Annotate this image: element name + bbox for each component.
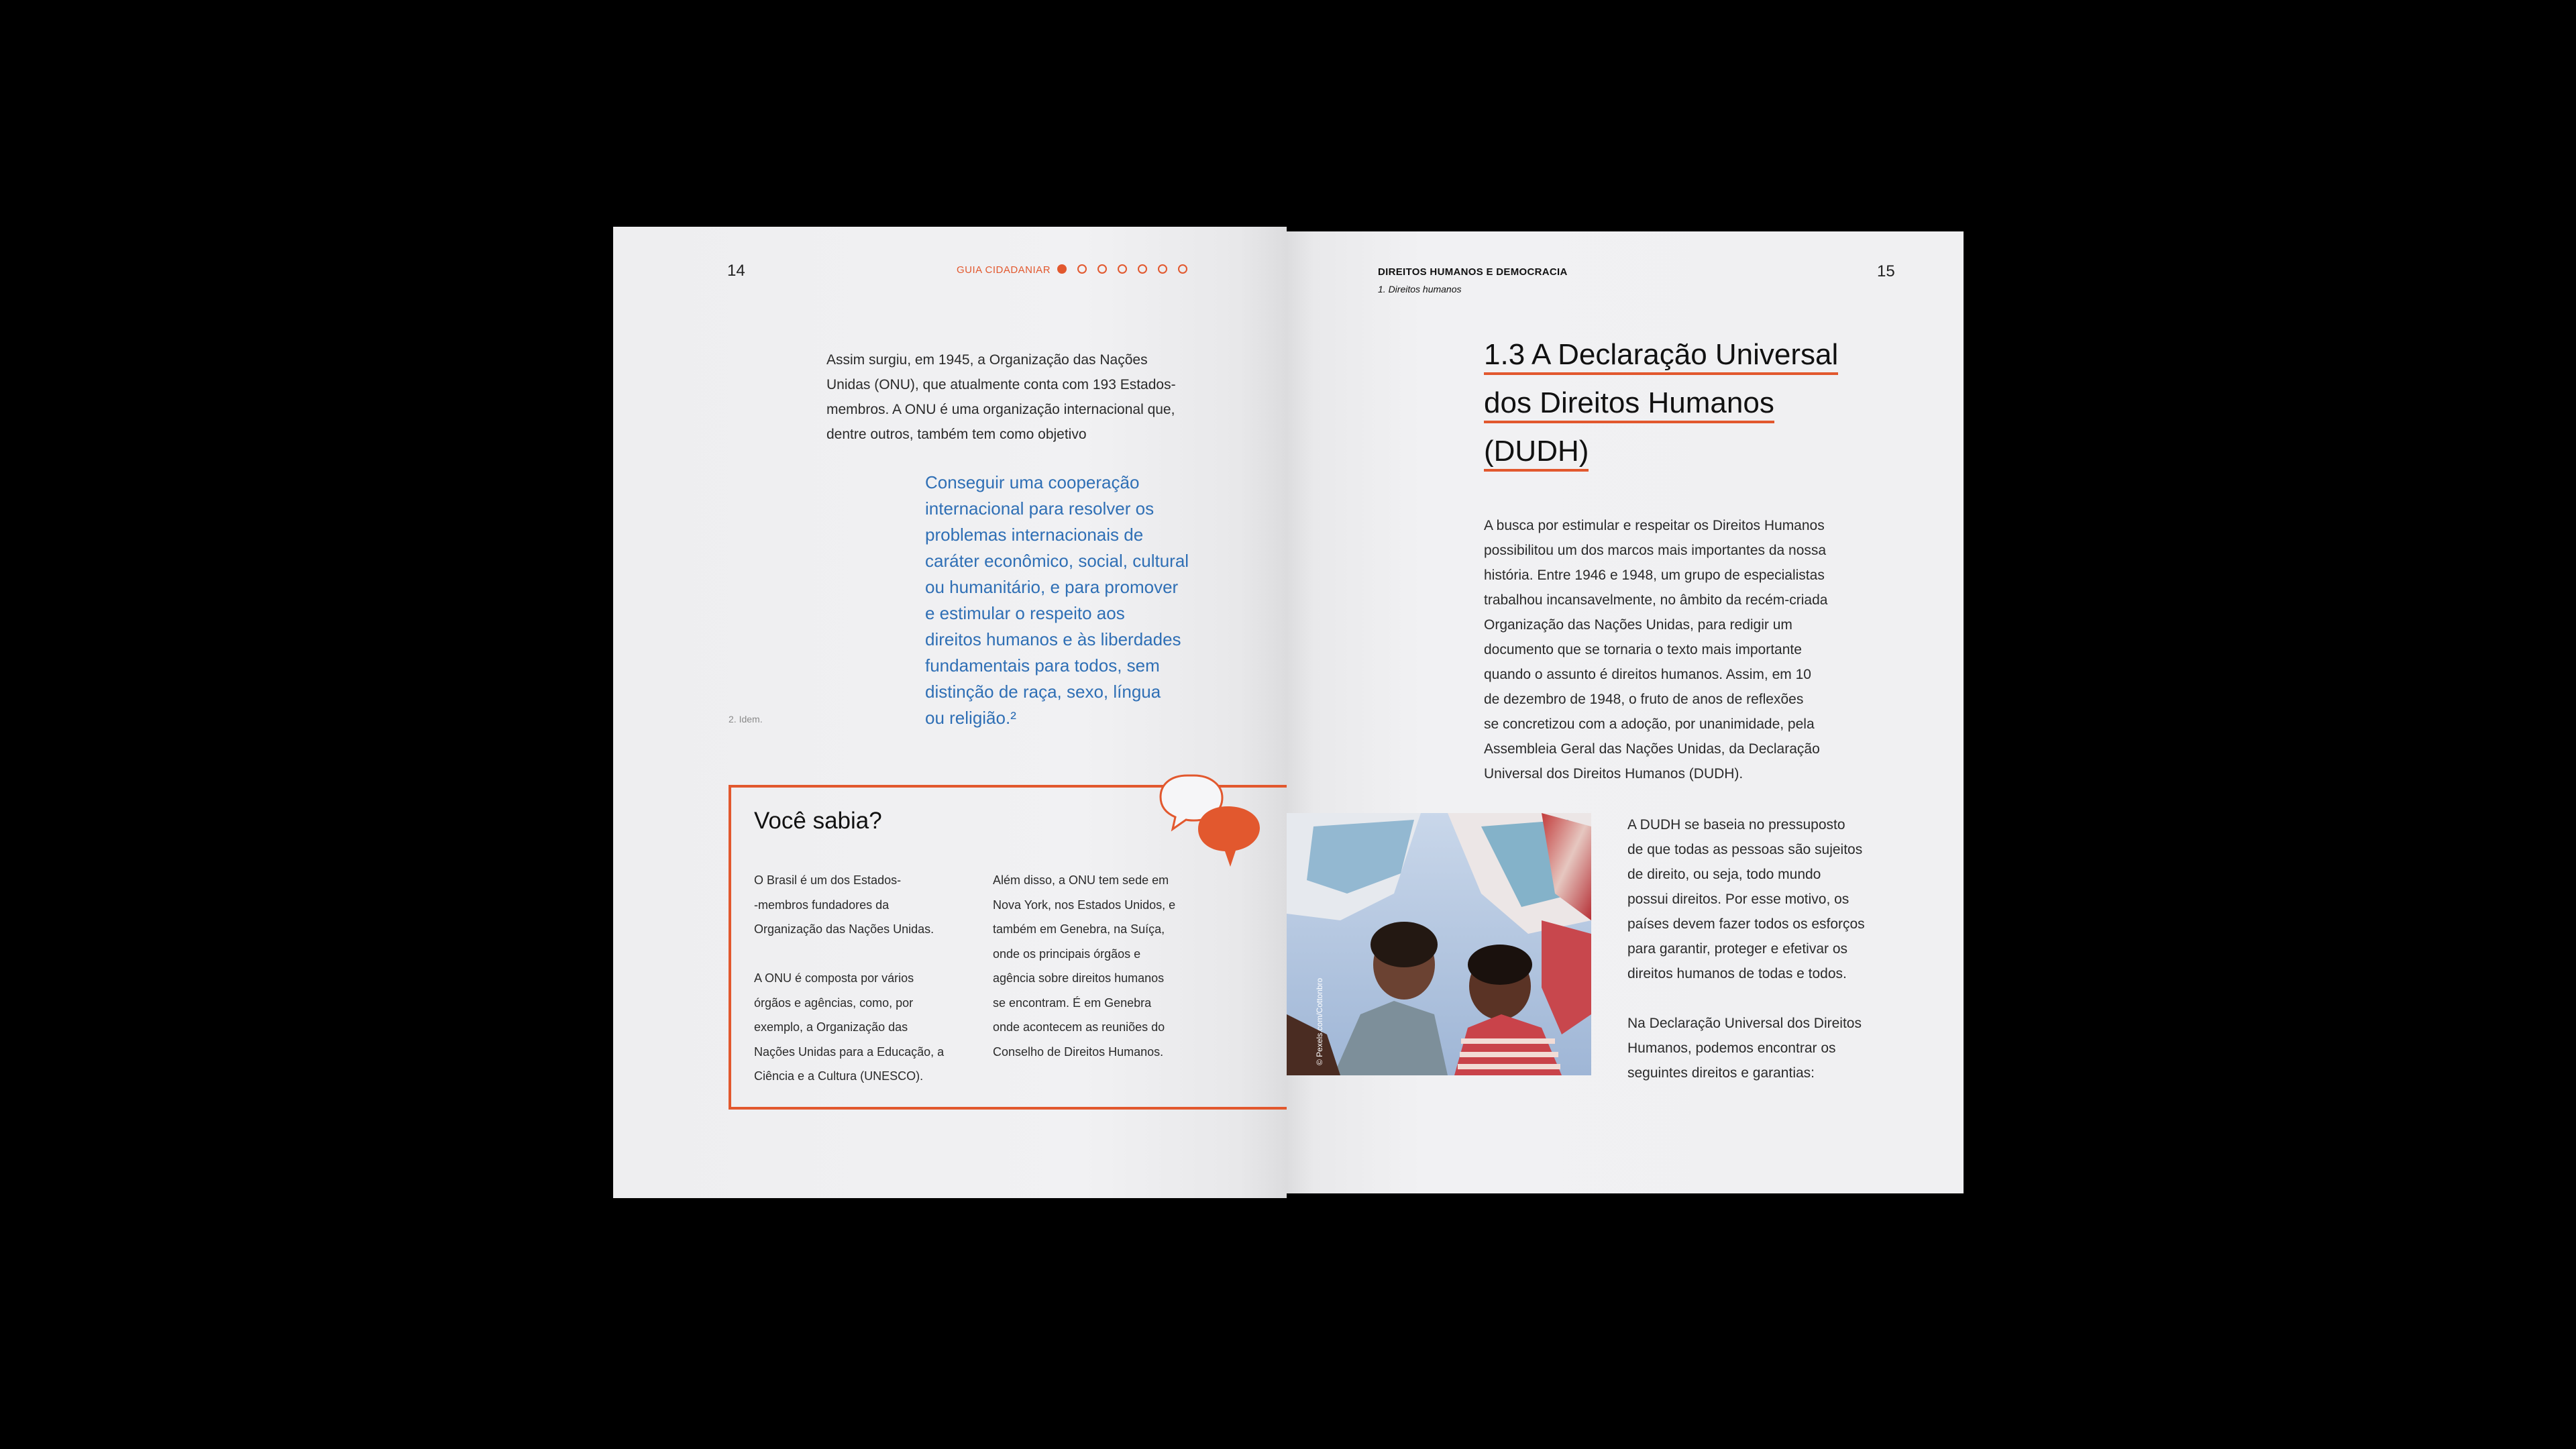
box-line: se encontram. É em Genebra [993, 996, 1152, 1010]
box-line: Nações Unidas para a Educação, a [754, 1044, 945, 1059]
progress-dot [1057, 264, 1067, 274]
quote-line: internacional para resolver os [925, 498, 1155, 519]
progress-dot [1097, 264, 1107, 274]
paragraph-line: Organização das Nações Unidas, para redigir um [1484, 617, 1792, 633]
dudh-basis-paragraph [1627, 812, 1949, 1085]
box-line: exemplo, a Organização das [754, 1020, 908, 1034]
intro-paragraph [826, 347, 1229, 447]
quote-line: ou religião.² [925, 708, 1016, 728]
progress-dot [1138, 264, 1147, 274]
box-line: Organização das Nações Unidas. [754, 922, 934, 936]
quote-line: problemas internacionais de [925, 525, 1144, 545]
paragraph-line: para garantir, proteger e efetivar os [1627, 941, 1848, 957]
left-page-number: 14 [727, 262, 745, 280]
dudh-intro-paragraph [1484, 513, 1953, 786]
did-you-know-title: Você sabia? [754, 808, 882, 834]
paragraph-line: de dezembro de 1948, o fruto de anos de reflexões [1484, 692, 1804, 707]
box-line: Além disso, a ONU tem sede em [993, 873, 1169, 887]
paragraph-line: Na Declaração Universal dos Direitos [1627, 1016, 1862, 1031]
paragraph-line: Humanos, podemos encontrar os [1627, 1040, 1836, 1056]
paragraph-line: Universal dos Direitos Humanos (DUDH). [1484, 766, 1743, 782]
heading-line: 1.3 A Declaração Universal [1484, 331, 1953, 379]
paragraph-line: história. Entre 1946 e 1948, um grupo de especialistas [1484, 568, 1825, 583]
paragraph-line: possibilitou um dos marcos mais importantes da nossa [1484, 543, 1827, 558]
progress-dot [1158, 264, 1167, 274]
progress-dot [1178, 264, 1187, 274]
box-line: A ONU é composta por vários [754, 971, 914, 985]
quote-line: fundamentais para todos, sem [925, 655, 1160, 676]
left-page [613, 227, 1287, 1198]
box-line: também em Genebra, na Suíça, [993, 922, 1165, 936]
box-line: Conselho de Direitos Humanos. [993, 1044, 1164, 1059]
paragraph-line: se concretizou com a adoção, por unanimidade, pela [1484, 716, 1815, 732]
quote-line: distinção de raça, sexo, língua [925, 682, 1161, 702]
paragraph-line: direitos humanos de todas e todos. [1627, 966, 1847, 981]
paragraph-line: de que todas as pessoas são sujeitos [1627, 842, 1863, 857]
box-line: onde acontecem as reuniões do [993, 1020, 1165, 1034]
quote-line: ou humanitário, e para promover [925, 577, 1179, 597]
box-line: onde os principais órgãos e [993, 947, 1141, 961]
right-page-number: 15 [1877, 262, 1895, 280]
intro-line: Unidas (ONU), que atualmente conta com 193 Estados- [826, 377, 1176, 392]
paragraph-line: possui direitos. Por esse motivo, os [1627, 892, 1849, 907]
intro-line: dentre outros, também tem como objetivo [826, 427, 1087, 442]
progress-dots [1057, 264, 1187, 274]
section-heading [1484, 331, 1953, 476]
heading-line: (DUDH) [1484, 427, 1953, 476]
footnote: 2. Idem. [729, 714, 763, 724]
progress-dot [1077, 264, 1087, 274]
photo-credit: © Pexels.com/Cottonbro [1315, 977, 1324, 1065]
did-you-know-column-1 [754, 868, 969, 1089]
paragraph-line: Assembleia Geral das Nações Unidas, da Declaração [1484, 741, 1820, 757]
quote-line: Conseguir uma cooperação [925, 472, 1140, 492]
progress-dot [1118, 264, 1127, 274]
intro-line: Assim surgiu, em 1945, a Organização das Nações [826, 352, 1148, 368]
quote-line: direitos humanos e às liberdades [925, 629, 1181, 649]
paragraph-line: de direito, ou seja, todo mundo [1627, 867, 1821, 882]
paragraph-line: quando o assunto é direitos humanos. Assim, em 10 [1484, 667, 1811, 682]
speech-bubbles-icon [1158, 766, 1272, 873]
paragraph-line: documento que se tornaria o texto mais importante [1484, 642, 1802, 657]
section-title: DIREITOS HUMANOS E DEMOCRACIA [1378, 266, 1568, 278]
intro-line: membros. A ONU é uma organização internacional que, [826, 402, 1175, 417]
did-you-know-column-2 [993, 868, 1214, 1064]
quote-line: e estimular o respeito aos [925, 603, 1125, 623]
box-line: agência sobre direitos humanos [993, 971, 1165, 985]
paragraph-line [1627, 986, 1949, 1011]
photo-people-group [1287, 813, 1591, 1075]
box-line: O Brasil é um dos Estados- [754, 873, 902, 887]
paragraph-line: seguintes direitos e garantias: [1627, 1065, 1815, 1081]
paragraph-line: trabalhou incansavelmente, no âmbito da recém-criada [1484, 592, 1828, 608]
quote-line: caráter econômico, social, cultural [925, 551, 1189, 571]
box-line: órgãos e agências, como, por [754, 996, 914, 1010]
running-head: GUIA CIDADANIAR [957, 264, 1051, 276]
section-subtitle: 1. Direitos humanos [1378, 284, 1462, 294]
box-line [754, 942, 969, 967]
box-line: Nova York, nos Estados Unidos, e [993, 898, 1176, 912]
photo-illustration [1287, 813, 1591, 1075]
box-line: Ciência e a Cultura (UNESCO). [754, 1069, 924, 1083]
paragraph-line: A busca por estimular e respeitar os Direitos Humanos [1484, 518, 1825, 533]
right-page [1287, 231, 1964, 1193]
heading-line: dos Direitos Humanos [1484, 379, 1953, 427]
un-charter-quote [925, 470, 1234, 731]
paragraph-line: A DUDH se baseia no pressuposto [1627, 817, 1845, 833]
paragraph-line: países devem fazer todos os esforços [1627, 916, 1865, 932]
box-line: -membros fundadores da [754, 898, 890, 912]
